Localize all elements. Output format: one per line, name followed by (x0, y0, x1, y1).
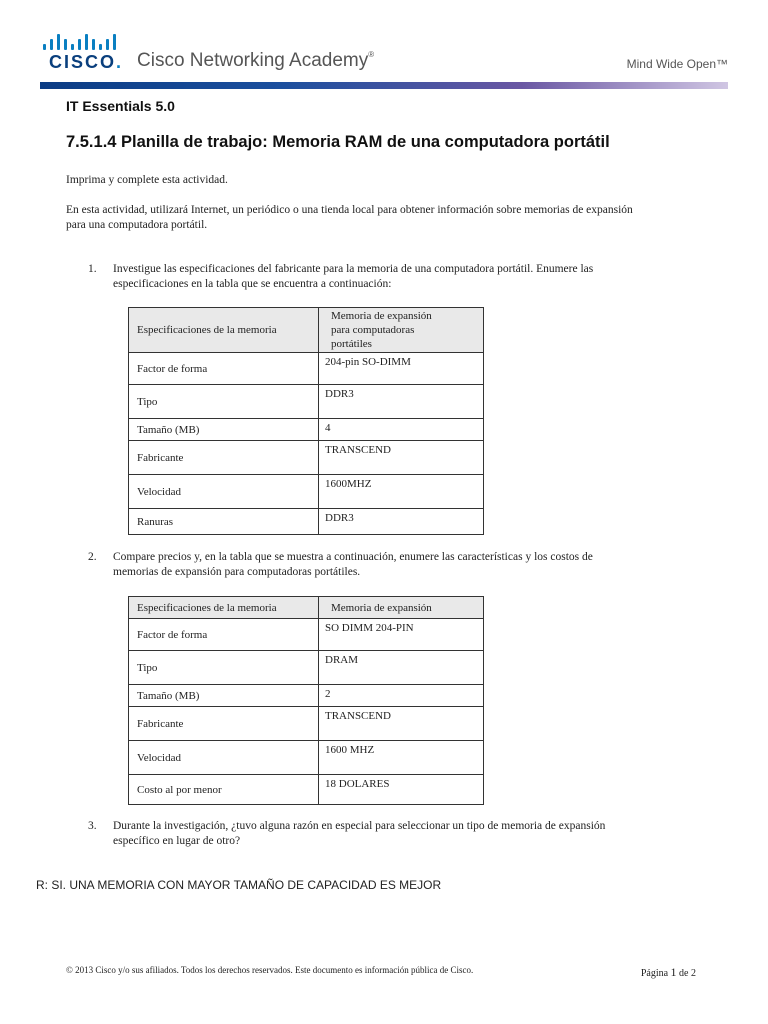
table-header-cell (319, 308, 484, 353)
page-label: Página (640, 968, 669, 979)
spec-label-cell: Tamaño (MB) (129, 419, 319, 441)
table-header-row (129, 597, 484, 619)
spec-label-cell: Ranuras (129, 509, 319, 535)
step-1-line-2: especificaciones en la tabla que se encuentra a continuación: (113, 278, 392, 290)
step-number: 2. (88, 551, 97, 563)
step-3-line-2: específico en lugar de otro? (113, 835, 241, 847)
spec-label-cell: Tipo (129, 651, 319, 685)
step-3-line-1: Durante la investigación, ¿tuvo alguna razón en especial para seleccionar un tipo de memoria de expansión (113, 820, 606, 832)
table-row (129, 441, 484, 475)
header-line: Memoria de expansión (331, 310, 432, 322)
spec-value-cell: DRAM (319, 651, 484, 685)
table-row (129, 619, 484, 651)
intro-p2-line-1: En esta actividad, utilizará Internet, un periódico o una tienda local para obtener información sobre memorias de expansión (66, 204, 633, 216)
step-1-line-1: Investigue las especificaciones del fabricante para la memoria de una computadora portátil. Enumere las (113, 263, 594, 275)
course-name: IT Essentials 5.0 (66, 98, 175, 114)
spec-value-cell: 1600MHZ (319, 475, 484, 509)
footer-page-number (641, 965, 696, 980)
table-row (129, 775, 484, 805)
footer-copyright: © 2013 Cisco y/o sus afiliados. Todos los derechos reservados. Este documento es información pública de Cisco. (66, 965, 474, 975)
spec-value-cell: 18 DOLARES (319, 775, 484, 805)
table-row (129, 707, 484, 741)
table-row (129, 353, 484, 385)
spec-label-cell: Tipo (129, 385, 319, 419)
table-row (129, 419, 484, 441)
spec-value-cell: SO DIMM 204-PIN (319, 619, 484, 651)
memory-spec-table-1 (128, 307, 484, 535)
spec-value-cell: DDR3 (319, 509, 484, 535)
answer-text: R: SI. UNA MEMORIA CON MAYOR TAMAÑO DE CAPACIDAD ES MEJOR (36, 878, 442, 892)
header-line: portátiles (331, 338, 372, 350)
table-header-cell: Memoria de expansión (319, 597, 484, 619)
table-header-row (129, 308, 484, 353)
header-line: para computadoras (331, 324, 415, 336)
cisco-logo-wordmark: CISCO. (49, 52, 124, 72)
spec-value-cell: TRANSCEND (319, 441, 484, 475)
spec-value-cell: 204-pin SO-DIMM (319, 353, 484, 385)
table-row (129, 685, 484, 707)
spec-value-cell: TRANSCEND (319, 707, 484, 741)
intro-p2-line-2: para una computadora portátil. (66, 219, 208, 231)
table-row (129, 651, 484, 685)
header-color-band (40, 82, 728, 89)
spec-label-cell: Fabricante (129, 707, 319, 741)
cisco-logo-bars-icon (43, 30, 115, 50)
spec-value-cell: DDR3 (319, 385, 484, 419)
spec-value-cell: 1600 MHZ (319, 741, 484, 775)
step-2-line-2: memorias de expansión para computadoras portátiles. (113, 566, 361, 578)
spec-label-cell: Tamaño (MB) (129, 685, 319, 707)
spec-label-cell: Fabricante (129, 441, 319, 475)
step-2-line-1: Compare precios y, en la tabla que se muestra a continuación, enumere las características y los costos de (113, 551, 593, 563)
page-total: de 2 (679, 968, 696, 979)
memory-spec-table-2 (128, 596, 484, 805)
table-row (129, 509, 484, 535)
spec-label-cell: Factor de forma (129, 619, 319, 651)
page-title: 7.5.1.4 Planilla de trabajo: Memoria RAM de una computadora portátil (66, 133, 610, 151)
spec-value-cell: 2 (319, 685, 484, 707)
page-header (0, 0, 768, 92)
table-row (129, 475, 484, 509)
step-number: 1. (88, 263, 97, 275)
table-header-cell: Especificaciones de la memoria (129, 597, 319, 619)
spec-value-cell: 4 (319, 419, 484, 441)
table-row (129, 385, 484, 419)
step-number: 3. (88, 820, 97, 832)
page-number: 1 (670, 965, 677, 979)
spec-label-cell: Costo al por menor (129, 775, 319, 805)
intro-paragraph-2 (66, 203, 696, 233)
table-header-cell: Especificaciones de la memoria (129, 308, 319, 353)
academy-name: Cisco Networking Academy® (137, 50, 375, 71)
intro-paragraph-1: Imprima y complete esta actividad. (66, 174, 228, 186)
spec-label-cell: Velocidad (129, 475, 319, 509)
table-row (129, 741, 484, 775)
tagline: Mind Wide Open™ (626, 57, 728, 71)
spec-label-cell: Velocidad (129, 741, 319, 775)
spec-label-cell: Factor de forma (129, 353, 319, 385)
